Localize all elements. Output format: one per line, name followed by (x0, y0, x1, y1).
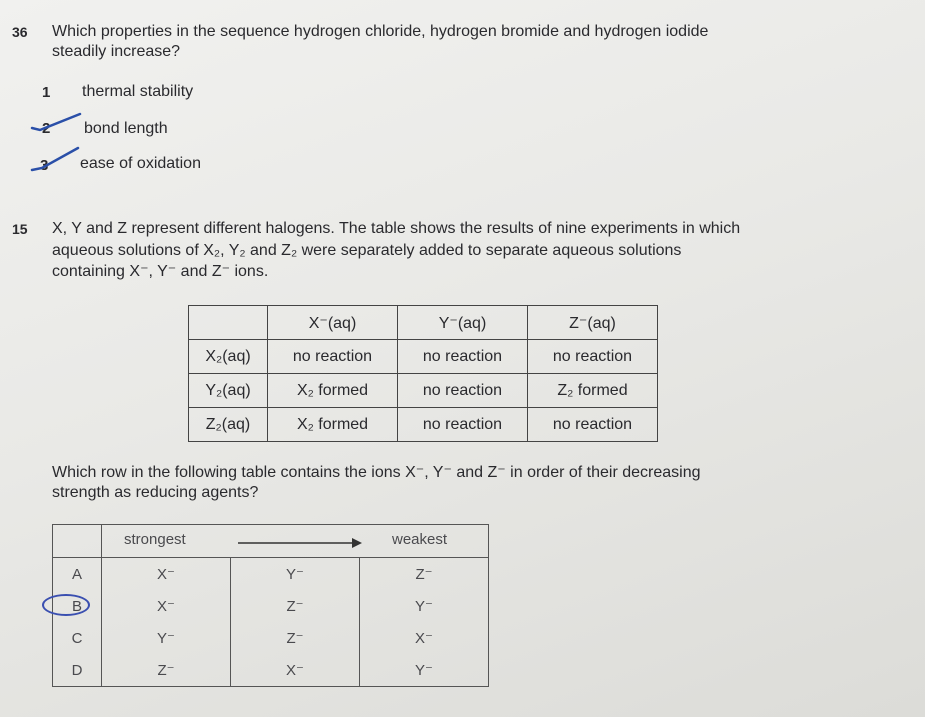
handwritten-answer-circle (42, 594, 90, 616)
answer-letter: C (53, 622, 102, 654)
tick-mark-option-3 (32, 148, 78, 170)
reaction-cell: no reaction (528, 408, 658, 442)
reaction-cell: X₂ formed (268, 374, 398, 408)
row-header-x2: X₂(aq) (189, 340, 268, 374)
reaction-cell: Z₂ formed (528, 374, 658, 408)
q36-option-1-number: 1 (42, 84, 51, 101)
q36-text-line2: steadily increase? (52, 43, 181, 60)
answer-cell: X⁻ (102, 590, 231, 622)
reaction-cell: no reaction (528, 340, 658, 374)
tick-mark-option-2 (32, 114, 80, 130)
reaction-table-header-row (189, 306, 658, 340)
answer-table-header-row (53, 525, 489, 558)
answer-cell: X⁻ (231, 654, 360, 687)
header-weakest: weakest (392, 531, 448, 548)
arrow-right-icon (238, 537, 362, 549)
column-header-x-ion: X⁻(aq) (268, 306, 398, 340)
answer-row-c[interactable] (53, 622, 489, 654)
column-header-y-ion: Y⁻(aq) (398, 306, 528, 340)
answer-cell: Y⁻ (231, 558, 360, 591)
answer-row-a[interactable] (53, 558, 489, 591)
q36-option-3-number: 3 (40, 157, 49, 174)
q15-number: 15 (12, 221, 28, 237)
q36-option-2-number: 2 (42, 120, 51, 137)
reaction-results-table (188, 305, 658, 442)
row-header-z2: Z₂(aq) (189, 408, 268, 442)
answer-cell: Z⁻ (231, 590, 360, 622)
answer-row-b[interactable] (53, 590, 489, 622)
q15-text-line1: X, Y and Z represent different halogens. The table shows the results of nine experiments in which (52, 220, 741, 237)
reaction-cell: no reaction (268, 340, 398, 374)
answer-cell: Y⁻ (360, 590, 489, 622)
answer-cell: Z⁻ (231, 622, 360, 654)
answer-table-header (102, 525, 489, 558)
reaction-table-row (189, 408, 658, 442)
q36-text-line1: Which properties in the sequence hydrogen chloride, hydrogen bromide and hydrogen iodide (52, 23, 709, 40)
answer-letter: D (53, 654, 102, 687)
q15-question-line2: strength as reducing agents? (52, 484, 259, 501)
answer-cell: X⁻ (360, 622, 489, 654)
q36-option-2-label: bond length (84, 120, 168, 137)
reaction-cell: X₂ formed (268, 408, 398, 442)
answer-cell: X⁻ (102, 558, 231, 591)
answer-options-table (52, 524, 489, 687)
handwritten-tick-marks (28, 108, 88, 180)
answer-cell: Y⁻ (360, 654, 489, 687)
q15-text-line3: containing X⁻, Y⁻ and Z⁻ ions. (52, 263, 269, 280)
answer-table-corner-cell (53, 525, 102, 558)
answer-row-d[interactable] (53, 654, 489, 687)
reaction-table-row (189, 374, 658, 408)
q36-option-3-label: ease of oxidation (80, 155, 201, 172)
row-header-y2: Y₂(aq) (189, 374, 268, 408)
reaction-table-row (189, 340, 658, 374)
answer-letter: B (53, 590, 102, 622)
q36-option-1-label: thermal stability (82, 83, 194, 100)
header-strongest: strongest (124, 531, 186, 548)
q15-text-line2: aqueous solutions of X₂, Y₂ and Z₂ were separately added to separate aqueous solutions (52, 242, 682, 259)
column-header-z-ion: Z⁻(aq) (528, 306, 658, 340)
reaction-cell: no reaction (398, 340, 528, 374)
answer-cell: Z⁻ (360, 558, 489, 591)
answer-cell: Z⁻ (102, 654, 231, 687)
answer-letter: A (53, 558, 102, 591)
reaction-table-corner-cell (189, 306, 268, 340)
reaction-cell: no reaction (398, 374, 528, 408)
q15-question-line1: Which row in the following table contains the ions X⁻, Y⁻ and Z⁻ in order of their decreasing (52, 464, 701, 481)
q36-number: 36 (12, 24, 28, 40)
reaction-cell: no reaction (398, 408, 528, 442)
answer-cell: Y⁻ (102, 622, 231, 654)
